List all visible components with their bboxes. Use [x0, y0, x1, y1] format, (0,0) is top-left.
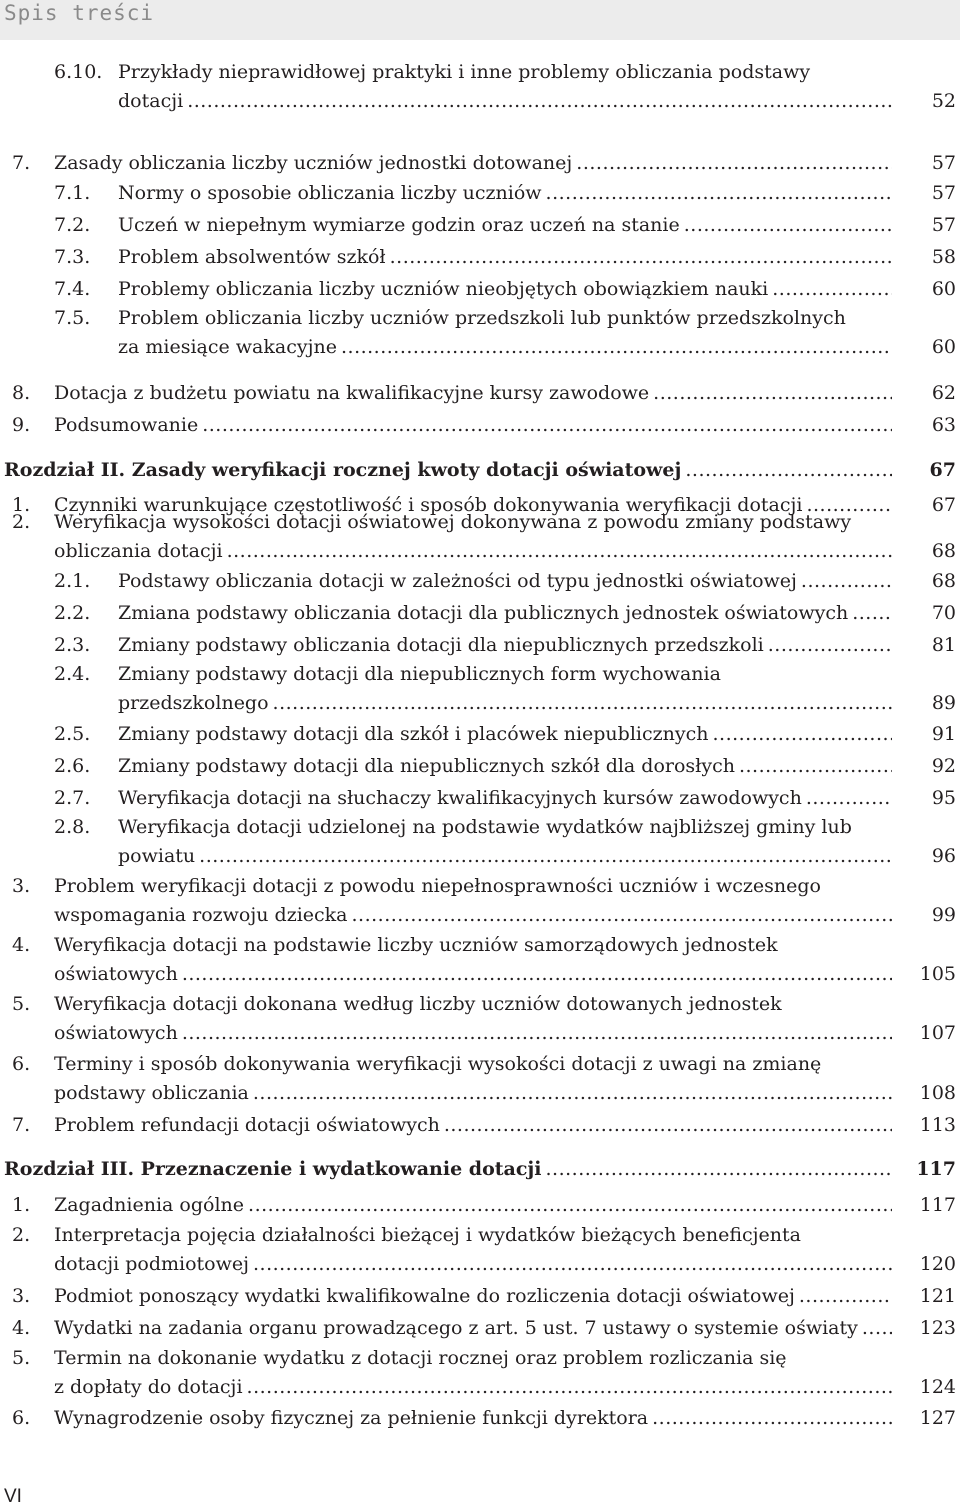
page-header — [0, 0, 960, 40]
dot-leader — [182, 1019, 892, 1048]
toc-entry-title-line: przedszkolnego — [118, 692, 269, 714]
dot-leader — [341, 333, 892, 362]
toc-entry-title — [118, 304, 892, 362]
toc-entry-page: 99 — [931, 904, 956, 926]
toc-entry-page: 57 — [931, 214, 956, 236]
toc-entry-title — [54, 1282, 892, 1311]
toc-entry-number: 2.6. — [54, 755, 91, 777]
toc-entry-number: 2.8. — [54, 816, 91, 838]
toc-entry-title — [54, 1314, 892, 1343]
toc-entry-title — [118, 567, 892, 596]
toc-entry-number: 3. — [12, 1285, 31, 1307]
toc-entry-page: 113 — [919, 1114, 956, 1136]
toc-entry-title — [54, 1050, 892, 1108]
toc-entry-title-line: Problem obliczania liczby uczniów przedszkoli lub punktów przedszkolnych — [118, 307, 846, 329]
dot-leader — [712, 720, 892, 749]
toc-entry-number: 4. — [12, 1317, 31, 1339]
toc-entry-title-line: Wydatki na zadania organu prowadzącego z art. 5 ust. 7 ustawy o systemie oświaty — [54, 1317, 858, 1339]
dot-leader — [227, 537, 892, 566]
toc-entry-number: 6.10. — [54, 61, 103, 83]
toc-entry-number: 4. — [12, 934, 31, 956]
toc-entry-page: 117 — [916, 1158, 956, 1180]
toc-entry-title-line: Weryfikacja dotacji na słuchaczy kwalifikacyjnych kursów zawodowych — [118, 787, 802, 809]
toc-entry-title — [118, 211, 892, 240]
dot-leader — [182, 960, 892, 989]
toc-entry-title-line: oświatowych — [54, 963, 178, 985]
toc-entry-page: 60 — [931, 278, 956, 300]
toc-entry-title — [118, 660, 892, 718]
toc-entry-page: 81 — [931, 634, 956, 656]
toc-entry-page: 57 — [931, 152, 956, 174]
toc-entry-title — [4, 456, 892, 485]
toc-entry-title — [54, 379, 892, 408]
toc-entry-title-line: Zmiana podstawy obliczania dotacji dla publicznych jednostek oświatowych — [118, 602, 849, 624]
toc-entry-page: 124 — [919, 1376, 956, 1398]
toc-entry-title — [54, 1404, 892, 1433]
dot-leader — [685, 456, 892, 485]
toc-entry-title-line: Wynagrodzenie osoby fizycznej za pełnienie funkcji dyrektora — [54, 1407, 649, 1429]
toc-entry-title-line: Zasady obliczania liczby uczniów jednostki dotowanej — [54, 152, 573, 174]
toc-entry-page: 62 — [931, 382, 956, 404]
toc-entry-title-line: Uczeń w niepełnym wymiarze godzin oraz uczeń na stanie — [118, 214, 680, 236]
toc-entry-title-line: wspomagania rozwoju dziecka — [54, 904, 348, 926]
dot-leader — [247, 1373, 892, 1402]
toc-entry-title — [54, 149, 892, 178]
dot-leader — [801, 567, 892, 596]
toc-entry-number: 9. — [12, 414, 31, 436]
toc-entry-title-line: Czynniki warunkujące częstotliwość i sposób dokonywania weryfikacji dotacji — [54, 494, 803, 516]
toc-entry-title — [118, 275, 892, 304]
toc-entry-number: 7. — [12, 1114, 31, 1136]
toc-entry-title — [54, 1344, 892, 1402]
toc-entry-title-line: Podsumowanie — [54, 414, 199, 436]
toc-entry-title-line: Przykłady nieprawidłowej praktyki i inne problemy obliczania podstawy — [118, 61, 811, 83]
toc-entry-page: 117 — [919, 1194, 956, 1216]
toc-entry-title-line: Termin na dokonanie wydatku z dotacji rocznej oraz problem rozliczania się — [54, 1347, 787, 1369]
toc-entry-number: 8. — [12, 382, 31, 404]
toc-entry-number: 5. — [12, 1347, 31, 1369]
toc-entry-number: 2.5. — [54, 723, 91, 745]
toc-entry-title-line: Podmiot ponoszący wydatki kwalifikowalne do rozliczenia dotacji oświatowej — [54, 1285, 795, 1307]
dot-leader — [799, 1282, 892, 1311]
toc-entry-title — [118, 599, 892, 628]
toc-entry-number: 6. — [12, 1407, 31, 1429]
dot-leader — [352, 901, 892, 930]
dot-leader — [273, 689, 892, 718]
toc-entry-number: 7.5. — [54, 307, 91, 329]
toc-entry-page: 108 — [919, 1082, 956, 1104]
toc-entry-page: 58 — [931, 246, 956, 268]
toc-entry-title-line: obliczania dotacji — [54, 540, 223, 562]
toc-entry-page: 68 — [931, 540, 956, 562]
toc-entry-title-line: Terminy i sposób dokonywania weryfikacji wysokości dotacji z uwagi na zmianę — [54, 1053, 822, 1075]
page-number: VI — [4, 1486, 22, 1507]
toc-entry-page: 68 — [931, 570, 956, 592]
toc-entry-page: 105 — [919, 963, 956, 985]
toc-entry-number: 2.3. — [54, 634, 91, 656]
dot-leader — [772, 275, 892, 304]
toc-entry-page: 91 — [931, 723, 956, 745]
toc-entry-number: 7.3. — [54, 246, 91, 268]
toc-entry-number: 5. — [12, 993, 31, 1015]
toc-entry-number: 7. — [12, 152, 31, 174]
toc-entry-title — [54, 1111, 892, 1140]
toc-entry-title-line: Weryfikacja dotacji udzielonej na podstawie wydatków najbliższej gminy lub — [118, 816, 852, 838]
dot-leader — [546, 179, 892, 208]
dot-leader — [806, 784, 892, 813]
dot-leader — [248, 1191, 892, 1220]
toc-entry-page: 107 — [919, 1022, 956, 1044]
toc-entry-title-line: dotacji — [118, 90, 184, 112]
toc-entry-number: 2.2. — [54, 602, 91, 624]
toc-entry-page: 60 — [931, 336, 956, 358]
toc-entry-title — [54, 931, 892, 989]
toc-entry-title-line: Dotacja z budżetu powiatu na kwalifikacyjne kursy zawodowe — [54, 382, 650, 404]
toc-entry-number: 2. — [12, 1224, 31, 1246]
toc-entry-title-line: Zmiany podstawy dotacji dla szkół i placówek niepublicznych — [118, 723, 709, 745]
toc-entry-title — [118, 179, 892, 208]
toc-entry-number: 6. — [12, 1053, 31, 1075]
dot-leader — [546, 1155, 893, 1184]
toc-entry-page: 67 — [931, 494, 956, 516]
toc-entry-title-line: oświatowych — [54, 1022, 178, 1044]
toc-entry-title — [118, 58, 892, 116]
toc-entry-page: 92 — [931, 755, 956, 777]
toc-entry-title — [54, 1191, 892, 1220]
toc-entry-title-line: Rozdział III. Przeznaczenie i wydatkowanie dotacji — [4, 1158, 542, 1180]
toc-entry-title-line: Normy o sposobie obliczania liczby uczniów — [118, 182, 542, 204]
toc-entry-title — [118, 813, 892, 871]
dot-leader — [652, 1404, 892, 1433]
toc-entry-title — [54, 411, 892, 440]
dot-leader — [202, 411, 892, 440]
toc-entry-number: 3. — [12, 875, 31, 897]
header-title: Spis treści — [4, 1, 155, 25]
toc-entry-number: 1. — [12, 1194, 31, 1216]
toc-entry-title — [118, 720, 892, 749]
dot-leader — [684, 211, 892, 240]
dot-leader — [199, 842, 892, 871]
toc-entry-title-line: Interpretacja pojęcia działalności bieżącej i wydatków bieżących beneficjenta — [54, 1224, 801, 1246]
toc-entry-title-line: Rozdział II. Zasady weryfikacji rocznej kwoty dotacji oświatowej — [4, 459, 682, 481]
toc-entry-title-line: Problem refundacji dotacji oświatowych — [54, 1114, 440, 1136]
toc-entry-title-line: Weryfikacja wysokości dotacji oświatowej dokonywana z powodu zmiany podstawy — [54, 511, 852, 533]
toc-entry-title-line: Problem weryfikacji dotacji z powodu niepełnosprawności uczniów i wczesnego — [54, 875, 821, 897]
toc-entry-title — [118, 752, 892, 781]
toc-entry-title — [54, 990, 892, 1048]
toc-entry-title — [118, 631, 892, 660]
toc-entry-page: 67 — [929, 459, 956, 481]
toc-entry-title-line: Problem absolwentów szkół — [118, 246, 386, 268]
toc-entry-page: 95 — [931, 787, 956, 809]
dot-leader — [253, 1079, 892, 1108]
toc-entry-title — [118, 784, 892, 813]
toc-entry-page: 120 — [919, 1253, 956, 1275]
toc-entry-page: 127 — [919, 1407, 956, 1429]
dot-leader — [852, 599, 892, 628]
dot-leader — [576, 149, 892, 178]
toc-entry-page: 123 — [919, 1317, 956, 1339]
toc-entry-number: 2.4. — [54, 663, 91, 685]
toc-entry-number: 7.2. — [54, 214, 91, 236]
toc-entry-title-line: Weryfikacja dotacji dokonana według liczby uczniów dotowanych jednostek — [54, 993, 782, 1015]
toc-entry-title-line: Podstawy obliczania dotacji w zależności od typu jednostki oświatowej — [118, 570, 797, 592]
toc-entry-title-line: Zmiany podstawy obliczania dotacji dla niepublicznych przedszkoli — [118, 634, 764, 656]
toc-entry-title — [4, 1155, 892, 1184]
toc-entry-number: 2.7. — [54, 787, 91, 809]
toc-entry-title — [54, 1221, 892, 1279]
toc-entry-page: 89 — [931, 692, 956, 714]
toc-entry-title-line: Zmiany podstawy dotacji dla niepublicznych form wychowania — [118, 663, 721, 685]
toc-entry-title-line: z dopłaty do dotacji — [54, 1376, 243, 1398]
dot-leader — [739, 752, 892, 781]
dot-leader — [187, 87, 892, 116]
dot-leader — [653, 379, 892, 408]
toc-entry-title-line: dotacji podmiotowej — [54, 1253, 249, 1275]
toc-entry-page: 70 — [931, 602, 956, 624]
toc-entry-number: 2. — [12, 511, 31, 533]
toc-entry-page: 52 — [931, 90, 956, 112]
toc-entry-page: 121 — [919, 1285, 956, 1307]
toc-entry-page: 63 — [931, 414, 956, 436]
toc-entry-title-line: Problemy obliczania liczby uczniów nieobjętych obowiązkiem nauki — [118, 278, 769, 300]
toc-entry-title — [118, 243, 892, 272]
toc-entry-title-line: za miesiące wakacyjne — [118, 336, 337, 358]
dot-leader — [253, 1250, 892, 1279]
toc-entry-title-line: podstawy obliczania — [54, 1082, 249, 1104]
toc-entry-title-line: Weryfikacja dotacji na podstawie liczby uczniów samorządowych jednostek — [54, 934, 778, 956]
dot-leader — [444, 1111, 892, 1140]
toc-entry-title — [54, 508, 892, 566]
toc-entry-number: 1. — [12, 494, 31, 516]
dot-leader — [862, 1314, 892, 1343]
toc-entry-title — [54, 872, 892, 930]
dot-leader — [768, 631, 892, 660]
toc-entry-title-line: Zagadnienia ogólne — [54, 1194, 245, 1216]
toc-entry-page: 96 — [931, 845, 956, 867]
toc-entry-title-line: powiatu — [118, 845, 196, 867]
toc-entry-title-line: Zmiany podstawy dotacji dla niepublicznych szkół dla dorosłych — [118, 755, 735, 777]
dot-leader — [390, 243, 892, 272]
toc-entry-number: 2.1. — [54, 570, 91, 592]
toc-entry-number: 7.1. — [54, 182, 91, 204]
toc-entry-number: 7.4. — [54, 278, 91, 300]
toc-entry-page: 57 — [931, 182, 956, 204]
